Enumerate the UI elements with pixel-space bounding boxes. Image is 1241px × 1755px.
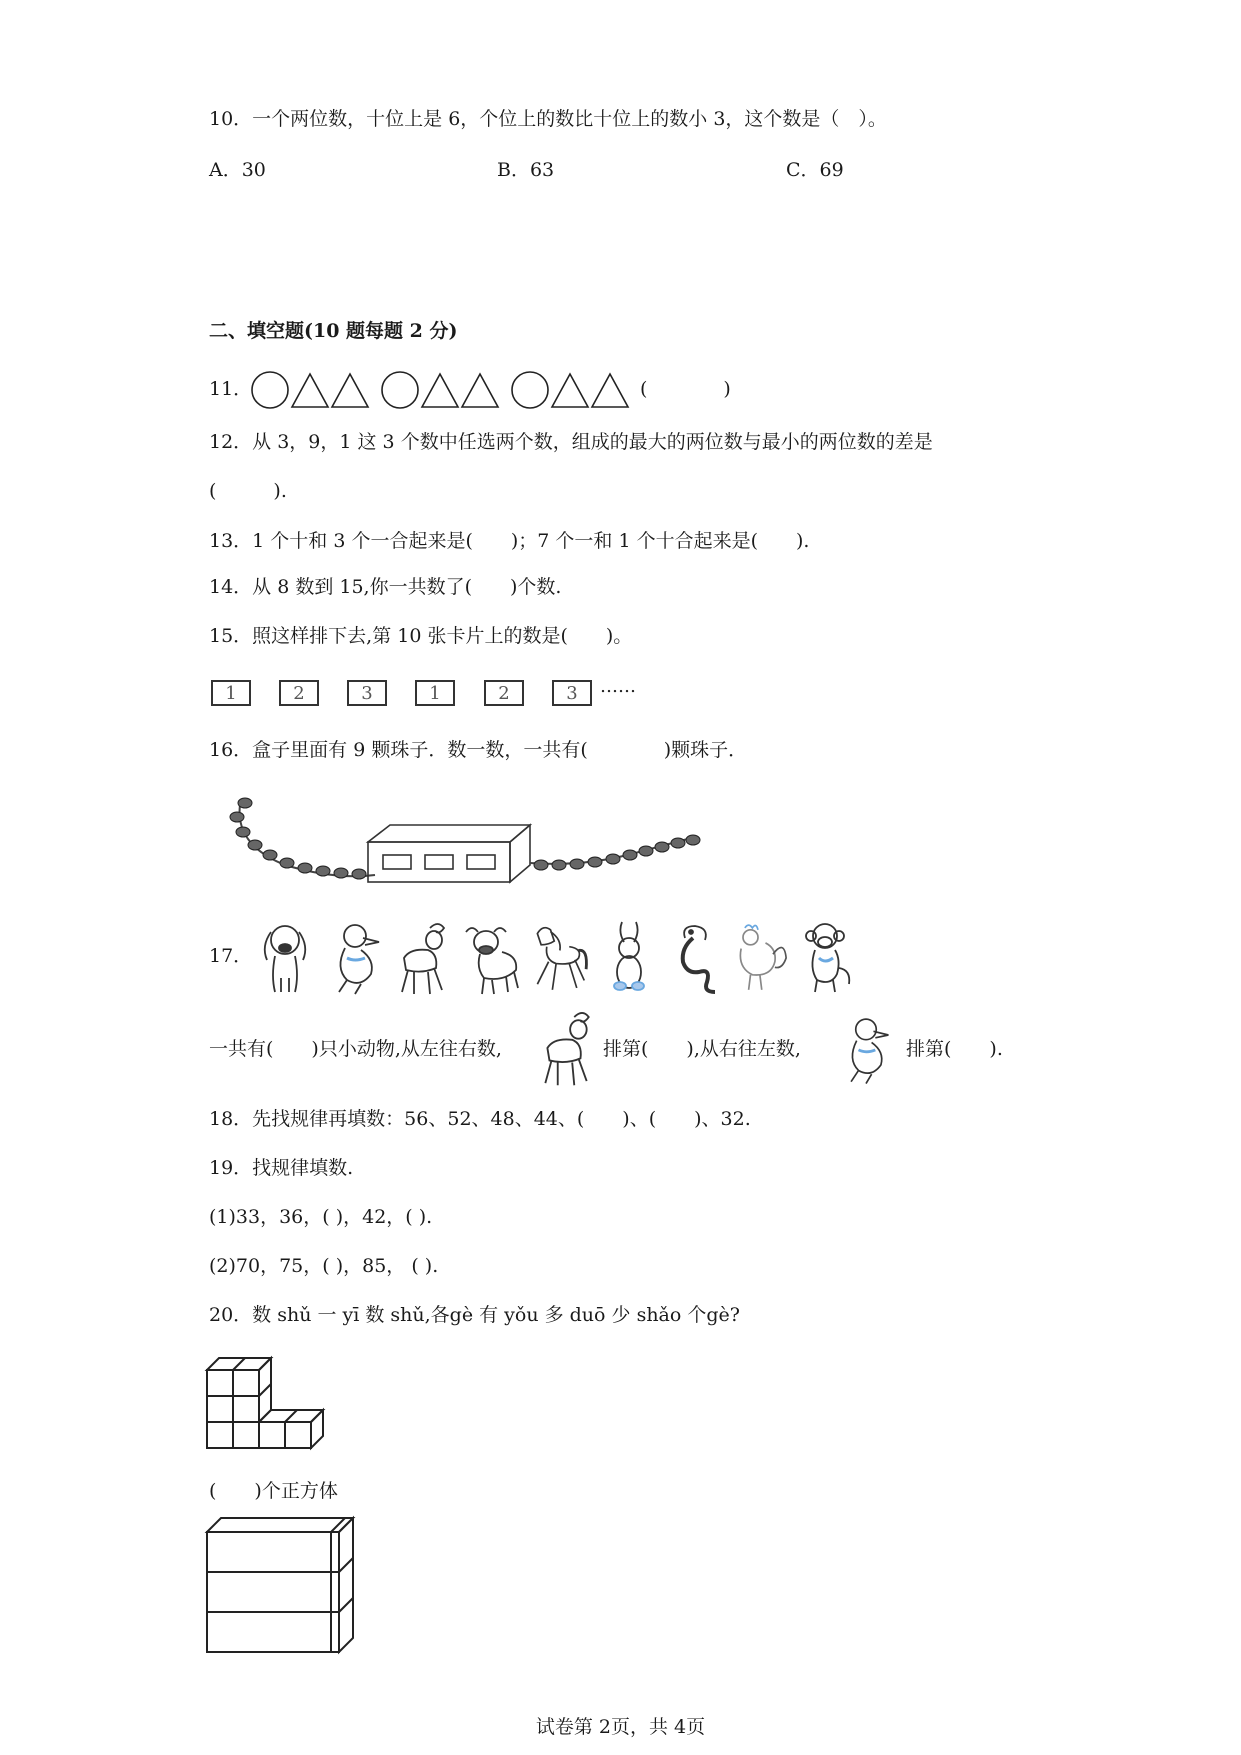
triangle-shape [462,374,498,407]
number-card: 3 [552,680,592,706]
q19-title: 19．找规律填数. [209,1157,354,1179]
card-ellipsis: …… [600,676,636,697]
circle-shape [382,372,418,408]
horse-icon [528,918,588,996]
q10-option-b: B．63 [497,159,555,181]
circle-shape [252,372,288,408]
q18-text: 18．先找规律再填数：56、52、48、44、( )、( )、32. [209,1108,751,1130]
q10-option-c: C．69 [786,159,844,181]
rabbit-icon [600,918,660,996]
circle-shape [512,372,548,408]
number-card: 1 [211,680,251,706]
q13-text: 13．1 个十和 3 个一合起来是( )；7 个一和 1 个十合起来是( ). [209,530,810,552]
number-card: 1 [415,680,455,706]
duck-icon [838,1012,894,1086]
q19-sub1: (1)33，36，( )，42，( ). [209,1206,433,1228]
triangle-shape [552,374,588,407]
q20-title: 20．数 shǔ 一 yī 数 shǔ,各gè 有 yǒu 多 duō 少 shǎo 个gè? [209,1304,740,1326]
duck-icon [325,918,385,996]
cow-icon [460,918,520,996]
number-card: 2 [484,680,524,706]
q14-text: 14．从 8 数到 15,你一共数了( )个数. [209,576,562,598]
page-footer: 试卷第 2页，共 4页 [535,1716,706,1738]
q17-part2: 排第( ),从右往左数, [603,1038,801,1060]
cube-stack-figure [207,1352,332,1452]
shape-sequence [250,370,650,410]
q10-text: 10．一个两位数，十位上是 6，个位上的数比十位上的数小 3，这个数是（ ）。 [209,108,887,130]
dog-icon [255,918,315,996]
q15-text: 15．照这样排下去,第 10 张卡片上的数是( )。 [209,625,633,647]
triangle-shape [592,374,628,407]
q17-part1: 一共有( )只小动物,从左往右数, [209,1038,502,1060]
number-card: 2 [279,680,319,706]
triangle-shape [332,374,368,407]
q16-text: 16．盒子里面有 9 颗珠子．数一数，一共有( )颗珠子． [209,739,748,761]
goat-icon [535,1005,597,1089]
triangle-shape [292,374,328,407]
q17-number: 17． [209,945,253,967]
bead-string-box-illustration [225,785,725,885]
q10-option-a: A．30 [209,159,266,181]
q11-answer-blank[interactable]: ( ) [640,378,731,400]
rooster-icon [728,918,788,996]
snake-icon [665,918,725,996]
q12-text: 12．从 3，9，1 这 3 个数中任选两个数，组成的最大的两位数与最小的两位数的差是 [209,431,933,453]
monkey-icon [795,918,855,996]
triangle-shape [422,374,458,407]
section-title: 二、填空题(10 题每题 2 分) [209,320,458,342]
cuboid-stack-figure [207,1518,357,1658]
q19-sub2: (2)70，75，( )，85， ( ). [209,1255,439,1277]
goat-icon [392,918,452,996]
q12-blank[interactable]: ( ). [209,480,287,502]
q17-part3: 排第( ). [906,1038,1003,1060]
q11-number: 11． [209,378,253,400]
q20-answer-1[interactable]: ( )个正方体 [209,1480,338,1502]
number-card: 3 [347,680,387,706]
